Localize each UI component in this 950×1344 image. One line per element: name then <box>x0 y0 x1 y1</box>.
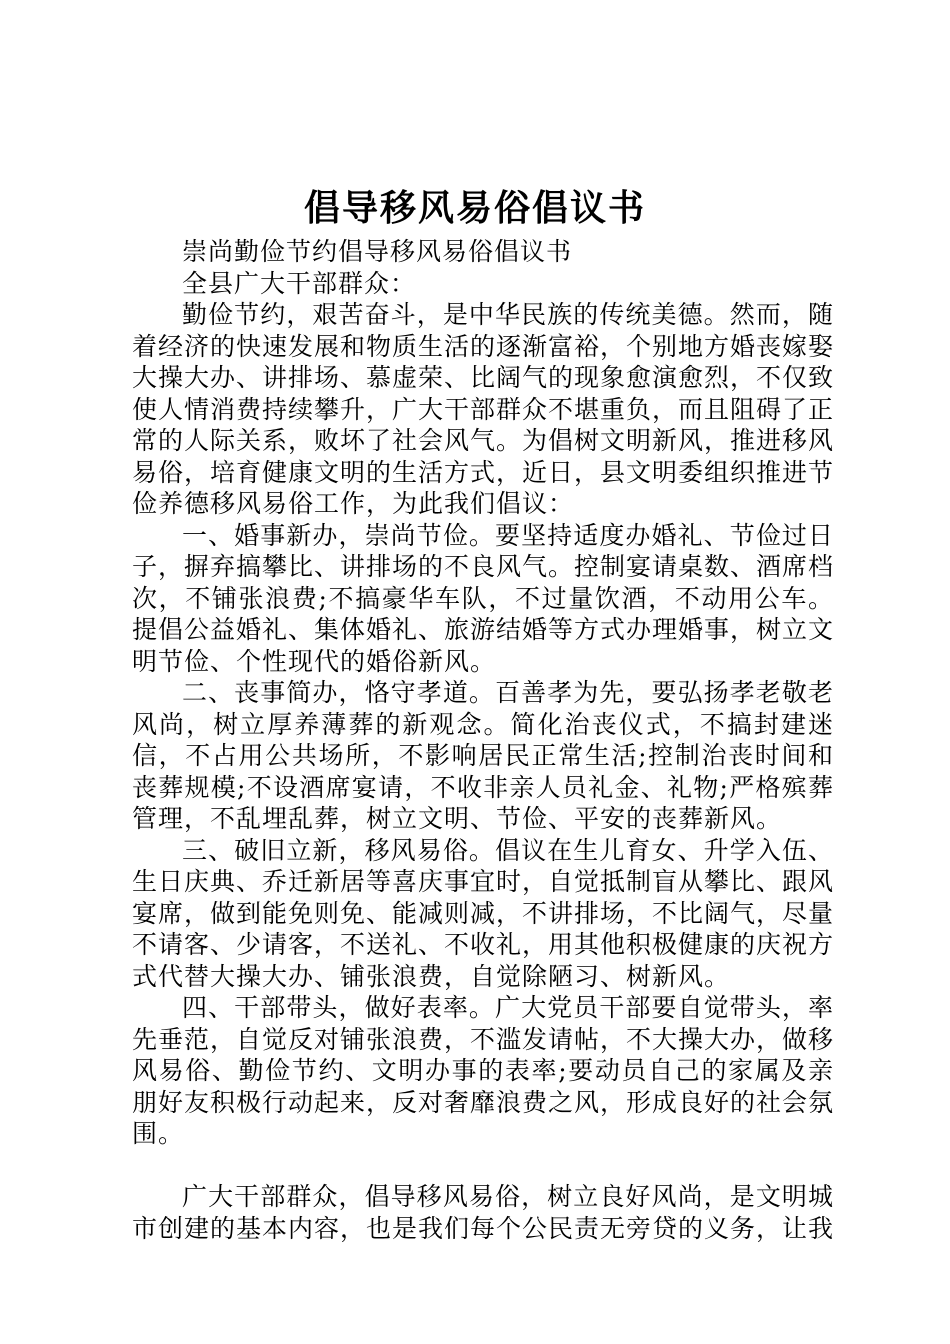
proposal-paragraph-customs: 三、破旧立新，移风易俗。倡议在生儿育女、升学入伍、生日庆典、乔迁新居等喜庆事宜时，自觉抵制盲从攀比、跟风宴席，做到能免则免、能减则减，不讲排场，不比阔气，尽量不请客、少请客，不送礼、不收礼，用其他积极健康的庆祝方式代替大操大办、铺张浪费，自觉除陋习、树新风。 <box>132 835 835 991</box>
document-title: 倡导移风易俗倡议书 <box>303 187 646 229</box>
proposal-paragraph-cadres: 四、干部带头，做好表率。广大党员干部要自觉带头，率先垂范，自觉反对铺张浪费，不滥发请帖，不大操大办，做移风易俗、勤俭节约、文明办事的表率;要动员自己的家属及亲朋好友积极行动起来，反对奢靡浪费之风，形成良好的社会氛围。 <box>132 993 835 1148</box>
proposal-paragraph-wedding: 一、婚事新办，崇尚节俭。要坚持适度办婚礼、节俭过日子，摒弃搞攀比、讲排场的不良风气。控制宴请桌数、酒席档次，不铺张浪费;不搞豪华车队，不过量饮酒，不动用公车。提倡公益婚礼、集体婚礼、旅游结婚等方式办理婚事，树立文明节俭、个性现代的婚俗新风。 <box>132 520 835 676</box>
closing-paragraph: 广大干部群众，倡导移风易俗，树立良好风尚，是文明城市创建的基本内容，也是我们每个公民责无旁贷的义务，让我 <box>132 1182 835 1243</box>
intro-paragraph: 勤俭节约，艰苦奋斗，是中华民族的传统美德。然而，随着经济的快速发展和物质生活的逐渐富裕，个别地方婚丧嫁娶大操大办、讲排场、慕虚荣、比阔气的现象愈演愈烈，不仅致使人情消费持续攀升，广大干部群众不堪重负，而且阻碍了正常的人际关系，败坏了社会风气。为倡树文明新风，推进移风易俗，培育健康文明的生活方式，近日，县文明委组织推进节俭养德移风易俗工作，为此我们倡议： <box>132 300 835 518</box>
subtitle-paragraph: 崇尚勤俭节约倡导移风易俗倡议书 <box>182 237 573 266</box>
document-body <box>132 236 834 1244</box>
salutation-paragraph: 全县广大干部群众： <box>182 268 417 298</box>
proposal-paragraph-funeral: 二、丧事简办，恪守孝道。百善孝为先，要弘扬孝老敬老风尚，树立厚养薄葬的新观念。简化治丧仪式，不搞封建迷信，不占用公共场所，不影响居民正常生活;控制治丧时间和丧葬规模;不设酒席宴请，不收非亲人员礼金、礼物;严格殡葬管理，不乱埋乱葬，树立文明、节俭、平安的丧葬新风。 <box>132 678 834 833</box>
